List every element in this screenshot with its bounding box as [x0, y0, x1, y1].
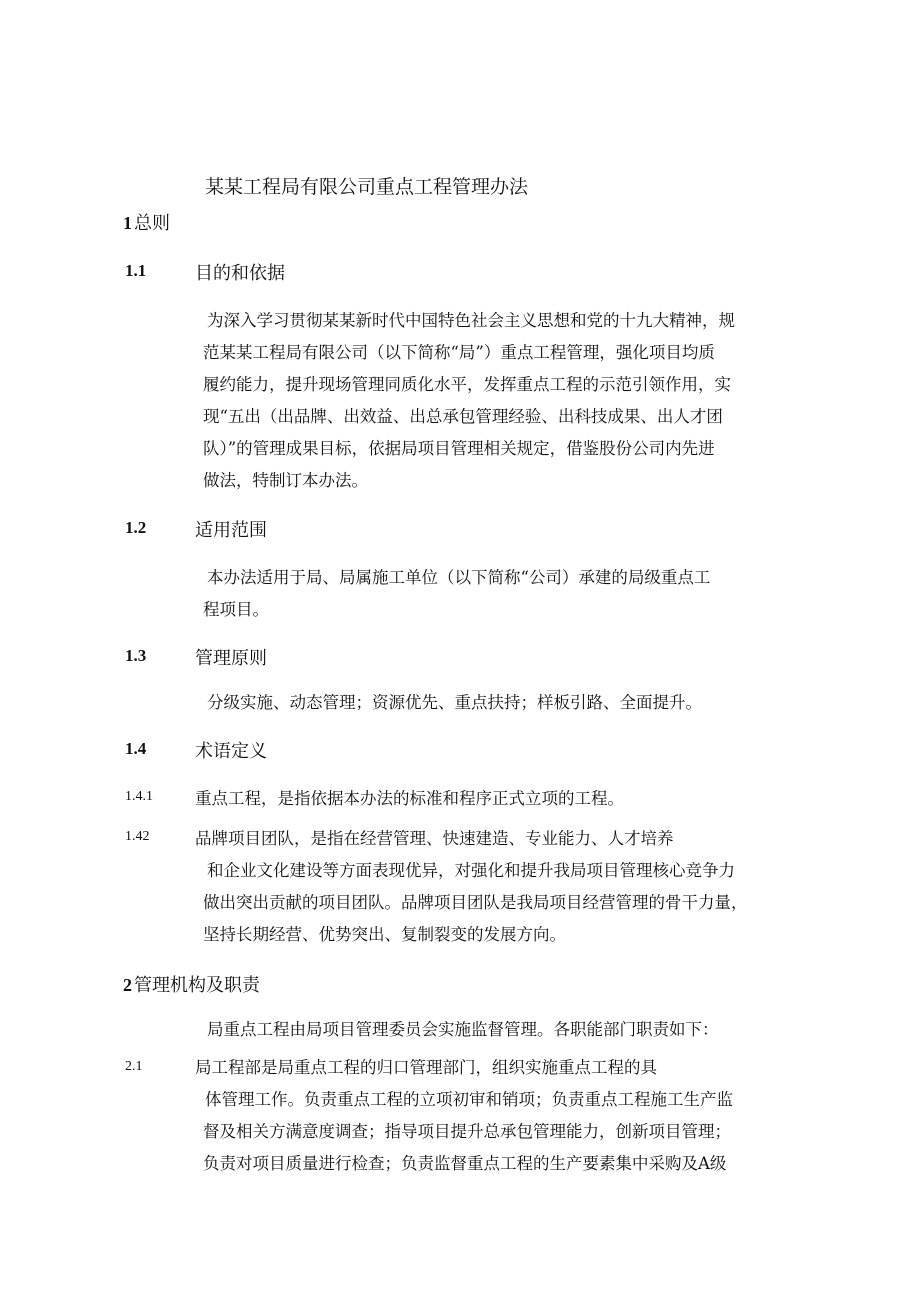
paragraph-line: 做法，特制订本办法。 — [203, 471, 368, 490]
paragraph-line: 坚持长期经营、优势突出、复制裂变的发展方向。 — [203, 925, 566, 944]
section-number: 2 — [123, 975, 132, 995]
paragraph-line: 履约能力，提升现场管理同质化水平，发挥重点工程的示范引领作用，实 — [203, 375, 731, 394]
subsection-number: 1.1 — [125, 261, 147, 280]
subsection-title: 适用范围 — [195, 520, 267, 541]
paragraph-line: 范某某工程局有限公司（以下简称“局”）重点工程管理，强化项目均质 — [203, 343, 715, 362]
clause-number: 1.4.1 — [125, 789, 153, 804]
subsection-title: 管理原则 — [195, 648, 267, 669]
paragraph-line: 本办法适用于局、局属施工单位（以下简称“公司）承建的局级重点工 — [207, 568, 711, 587]
subsection-title: 目的和依据 — [195, 263, 285, 284]
document-title: 某某工程局有限公司重点工程管理办法 — [205, 176, 529, 198]
section-1-heading — [123, 209, 170, 235]
paragraph-line: 负责对项目质量进行检查；负责监督重点工程的生产要素集中采购及A级 — [203, 1154, 727, 1173]
section-title: 总则 — [134, 213, 170, 234]
paragraph-line: 队）”的管理成果目标，依据局项目管理相关规定，借鉴股份公司内先进 — [203, 439, 715, 458]
paragraph-line: 为深入学习贯彻某某新时代中国特色社会主义思想和党的十九大精神，规 — [207, 311, 735, 330]
clause-text: 局工程部是局重点工程的归口管理部门，组织实施重点工程的具 — [195, 1058, 657, 1077]
section-2-heading — [123, 971, 260, 997]
paragraph-line: 程项目。 — [203, 600, 269, 619]
paragraph-line: 督及相关方满意度调查；指导项目提升总承包管理能力，创新项目管理； — [203, 1122, 731, 1141]
paragraph-line: 现“五出（出品牌、出效益、出总承包管理经验、出科技成果、出人才团 — [203, 407, 723, 426]
clause-text: 重点工程，是指依据本办法的标准和程序正式立项的工程。 — [195, 789, 624, 808]
clause-text: 品牌项目团队，是指在经营管理、快速建造、专业能力、人才培养 — [195, 829, 674, 848]
section-number: 1 — [123, 213, 132, 233]
section-title: 管理机构及职责 — [134, 975, 260, 996]
subsection-number: 1.2 — [125, 518, 147, 537]
paragraph-line: 做出突出贡献的项目团队。品牌项目团队是我局项目经营管理的骨干力量， — [203, 893, 748, 912]
paragraph-line: 局重点工程由局项目管理委员会实施监督管理。各职能部门职责如下： — [207, 1020, 719, 1039]
paragraph-line: 和企业文化建设等方面表现优异，对强化和提升我局项目管理核心竞争力 — [207, 861, 735, 880]
subsection-number: 1.4 — [125, 739, 147, 758]
subsection-number: 1.3 — [125, 646, 147, 665]
clause-number: 1.42 — [125, 829, 150, 844]
paragraph-line: 体管理工作。负责重点工程的立项初审和销项；负责重点工程施工生产监 — [205, 1090, 733, 1109]
subsection-title: 术语定义 — [195, 741, 267, 762]
clause-number: 2.1 — [125, 1059, 143, 1074]
paragraph-line: 分级实施、动态管理；资源优先、重点扶持；样板引路、全面提升。 — [207, 693, 702, 712]
